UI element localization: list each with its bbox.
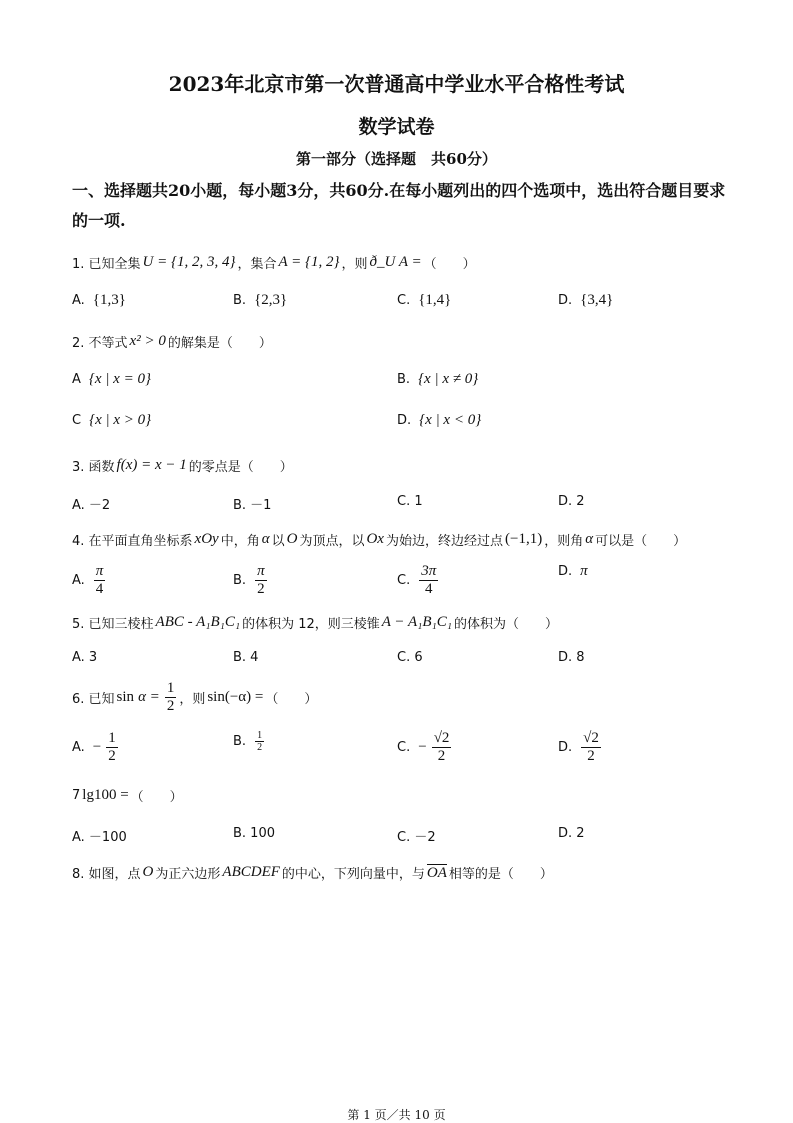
option-C (397, 730, 454, 765)
fraction (255, 563, 267, 598)
numerator: √2 (583, 730, 599, 746)
numerator: √2 (433, 730, 450, 746)
text-segment: C. 6 (397, 650, 423, 665)
text-segment: A. －100 (72, 830, 127, 845)
option-A (72, 650, 103, 665)
text-segment: D. 2 (558, 826, 585, 841)
question-stem-8 (72, 863, 553, 882)
math-expression: sin (116, 689, 135, 705)
denominator: 2 (437, 748, 446, 764)
math-expression: ABCDEF (222, 864, 280, 880)
fraction (432, 730, 452, 765)
option-C (397, 563, 441, 598)
math-expression: {x | x ≠ 0} (418, 371, 479, 387)
text-segment: 为顶点，以 (299, 534, 365, 549)
text-segment: D. (558, 564, 573, 579)
text-segment: 为正六边形 (155, 867, 221, 882)
option-B (233, 292, 289, 309)
math-expression: {x | x < 0} (419, 412, 482, 428)
text-segment: ，集合 (237, 257, 277, 272)
text-segment: D. (558, 740, 573, 755)
fraction (255, 730, 264, 753)
question-stem-3 (72, 456, 293, 475)
math-expression: − (92, 739, 102, 755)
text-segment: 可以是（ ） (595, 534, 687, 549)
math-expression: sin(−α) = (207, 689, 264, 705)
text-segment: 7 (72, 788, 81, 803)
text-segment: C. (397, 740, 411, 755)
text-segment: A. (72, 740, 85, 755)
text-segment: 相等的是（ ） (448, 867, 553, 882)
text-segment: ，则 (179, 692, 206, 707)
numerator: π (257, 563, 265, 579)
math-expression: − (418, 739, 427, 755)
fraction (581, 730, 601, 765)
math-expression: α = (138, 689, 160, 705)
text-segment: 8. 如图，点 (72, 867, 141, 882)
math-expression: xOy (194, 531, 219, 547)
math-expression: π (580, 563, 588, 579)
math-expression: O (142, 864, 154, 880)
option-D (558, 650, 591, 665)
numerator: π (95, 563, 104, 579)
text-segment: B. (233, 573, 247, 588)
text-segment: A. －2 (72, 498, 111, 513)
option-B (233, 826, 281, 841)
option-A (72, 563, 108, 598)
text-segment: D. (397, 413, 412, 428)
text-segment: C (72, 413, 82, 428)
text-segment: D. (558, 293, 573, 308)
option-B (233, 650, 264, 665)
numerator: 3π (421, 563, 437, 579)
option-B (233, 730, 267, 753)
text-segment: C. －2 (397, 830, 436, 845)
text-segment: （ ） (130, 790, 183, 805)
math-expression: x² > 0 (129, 333, 166, 349)
text-segment: B. (233, 293, 247, 308)
text-segment: B. (397, 372, 411, 387)
question-stem-2 (72, 332, 272, 351)
denominator: 2 (166, 698, 175, 714)
math-expression: {3,4} (580, 292, 614, 308)
denominator: 2 (257, 581, 265, 597)
denominator: 4 (95, 581, 104, 597)
option-A (72, 730, 121, 765)
fraction (94, 563, 106, 598)
text-segment: C. 1 (397, 494, 423, 509)
math-expression: (−1,1) (504, 531, 543, 547)
math-expression: α (261, 531, 270, 547)
math-expression: ABC - A₁B₁C₁ (155, 614, 241, 630)
text-segment: A. (72, 293, 85, 308)
option-C (397, 494, 429, 509)
exam-subtitle: 数学试卷 (358, 116, 435, 138)
page-footer: 第 1 页／共 10 页 (347, 1108, 446, 1122)
math-expression: Ox (366, 531, 384, 547)
option-A (72, 494, 116, 513)
text-segment: D. 2 (558, 494, 585, 509)
option-D (558, 494, 591, 509)
option-C (397, 292, 453, 309)
question-stem-1 (72, 253, 476, 272)
text-segment: ，则 (341, 257, 368, 272)
fraction (419, 563, 438, 598)
text-segment: A (72, 372, 81, 387)
option-A (72, 371, 153, 388)
denominator: 2 (587, 748, 595, 764)
math-expression: {1,4} (418, 292, 452, 308)
text-segment: （ ） (423, 257, 476, 272)
math-expression: lg100 = (82, 787, 129, 803)
option-D (558, 292, 615, 309)
fraction (165, 680, 177, 715)
text-segment: 6. 已知 (72, 692, 115, 707)
option-B (233, 494, 277, 513)
text-segment: 3. 函数 (72, 460, 115, 475)
denominator: 2 (257, 742, 263, 753)
text-segment: B. 4 (233, 650, 259, 665)
math-expression: f(x) = x − 1 (116, 457, 187, 473)
option-C (397, 650, 429, 665)
text-segment: 中，角 (220, 534, 260, 549)
denominator: 4 (424, 581, 433, 597)
text-segment: C. (397, 573, 411, 588)
text-segment: A. (72, 573, 85, 588)
text-segment: B. (233, 734, 247, 749)
option-B (233, 563, 270, 598)
text-segment: 1. 已知全集 (72, 257, 141, 272)
math-expression: A − A₁B₁C₁ (381, 614, 452, 630)
text-segment: 2. 不等式 (72, 336, 128, 351)
text-segment: 为始边，终边经过点 (385, 534, 503, 549)
math-expression: {x | x > 0} (89, 412, 152, 428)
option-B (397, 371, 480, 388)
math-expression: O (286, 531, 298, 547)
math-expression: {1,3} (92, 292, 126, 308)
section-heading: 第一部分（选择题 共60分） (296, 150, 497, 168)
math-expression: {2,3} (254, 292, 288, 308)
denominator: 2 (108, 748, 116, 764)
exam-title: 2023年北京市第一次普通高中学业水平合格性考试 (168, 72, 625, 96)
question-stem-6 (72, 680, 317, 715)
text-segment: 的解集是（ ） (167, 336, 272, 351)
text-segment: 的体积为 12，则三棱锥 (242, 617, 380, 632)
option-D (558, 563, 590, 580)
text-segment: 的中心，下列向量中，与 (281, 867, 425, 882)
option-D (397, 412, 483, 429)
text-segment: 的体积为（ ） (453, 617, 558, 632)
option-C (397, 826, 442, 845)
option-D (558, 826, 591, 841)
math-expression: {x | x = 0} (88, 371, 151, 387)
math-expression: OA (426, 864, 447, 881)
numerator: 1 (108, 730, 116, 746)
text-segment: B. －1 (233, 498, 272, 513)
text-segment: 以 (271, 534, 285, 549)
text-segment: C. (397, 293, 411, 308)
question-stem-7 (72, 786, 183, 805)
numerator: 1 (166, 680, 175, 696)
option-A (72, 292, 128, 309)
math-expression: A = {1, 2} (278, 254, 340, 270)
text-segment: （ ） (265, 692, 318, 707)
option-A (72, 826, 133, 845)
text-segment: A. 3 (72, 650, 98, 665)
text-segment: 4. 在平面直角坐标系 (72, 534, 193, 549)
text-segment: B. 100 (233, 826, 275, 841)
text-segment: 5. 已知三棱柱 (72, 617, 154, 632)
fraction (106, 730, 118, 765)
math-expression: U = {1, 2, 3, 4} (142, 254, 236, 270)
numerator: 1 (257, 730, 263, 741)
section-instructions: 一、选择题共20小题，每小题3分，共60分.在每小题列出的四个选项中，选出符合题目要求的一项. (72, 181, 726, 230)
question-stem-4 (72, 530, 686, 549)
math-expression: α (585, 531, 594, 547)
text-segment: ，则角 (544, 534, 584, 549)
question-stem-5 (72, 613, 558, 632)
option-C (72, 412, 153, 429)
math-expression: ð_U A = (369, 254, 422, 270)
text-segment: D. 8 (558, 650, 585, 665)
option-D (558, 730, 604, 765)
text-segment: 的零点是（ ） (188, 460, 293, 475)
